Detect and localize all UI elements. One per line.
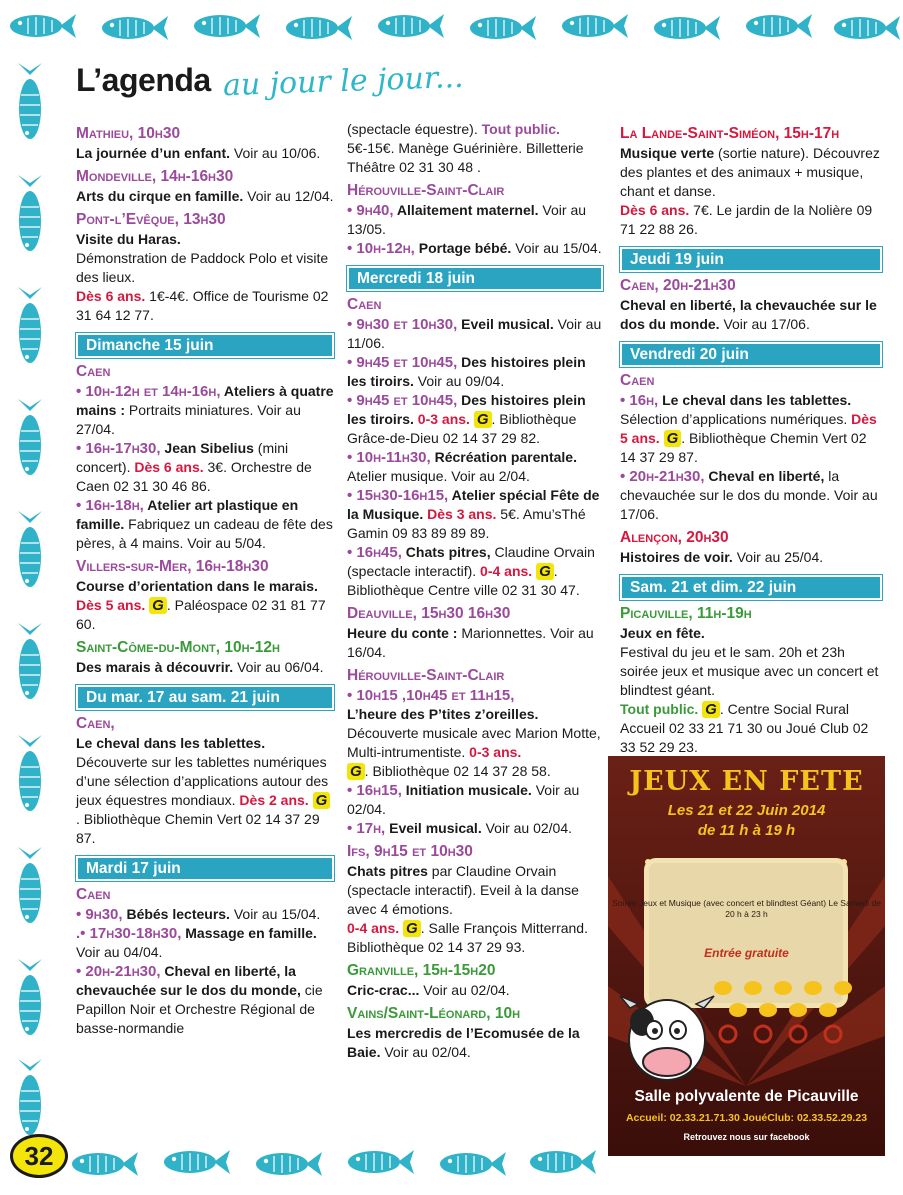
event-title: Cheval en liberté, la chevauchée sur le dos du monde, — [76, 963, 301, 998]
event-poster — [608, 756, 885, 1156]
event-info: 1€-4€. Office de Tourisme 02 31 64 12 77. — [76, 288, 329, 323]
event-title: Le cheval dans les tablettes. — [76, 735, 266, 751]
location-herouville: Hérouville-Saint-Clair — [347, 667, 505, 684]
event-time: • 9h30, — [76, 906, 123, 923]
location-deauville: Deauville, 15h30 16h30 — [347, 605, 511, 622]
free-badge: G — [536, 563, 554, 580]
event-age: 0-4 ans. — [476, 563, 533, 579]
event-info: . Paléospace 02 31 81 77 60. — [76, 597, 326, 632]
event-ref: Voir au 02/04. — [481, 820, 573, 836]
event-ref: Voir au 02/04. — [419, 982, 510, 998]
event-desc: (sortie nature). Découvrez des plantes et des animaux + musique, chant et danse. — [620, 145, 880, 199]
event-time: • 17h, — [347, 820, 386, 837]
event-title: Chats pitres, — [401, 544, 491, 560]
event-title: La journée d’un enfant. — [76, 145, 231, 161]
event-age: Dès 3 ans. — [423, 506, 497, 522]
location-villers: Villers-sur-Mer, 16h-18h30 — [76, 558, 269, 575]
event-info: . Salle François Mitterrand. Bibliothèque 02 14 37 29 93. — [347, 920, 588, 955]
event-mathieu — [76, 144, 334, 163]
event-time: • 16h15, — [347, 782, 402, 799]
event-age: 0-3 ans. — [413, 411, 470, 427]
event-info: 5€. Amu’sThé Gamin 09 83 89 89 89. — [347, 506, 586, 541]
event-ref: Voir au 25/04. — [732, 549, 824, 565]
event-pont-leveque — [76, 230, 334, 325]
event-ref: Voir au 10/06. — [230, 145, 321, 161]
event-histoires-2 — [347, 391, 603, 448]
location-ifs: Ifs, 9h15 et 10h30 — [347, 843, 473, 860]
event-title: Atelier art plastique en famille. — [76, 497, 299, 532]
event-eveil-musical — [347, 315, 603, 353]
event-histoires-voir — [620, 548, 882, 567]
event-time: • 16h, — [620, 392, 659, 409]
free-badge: G — [702, 701, 720, 718]
location-alencon: Alençon, 20h30 — [620, 529, 729, 546]
event-info: 3€. Orchestre de Caen 02 31 30 46 86. — [76, 459, 312, 494]
day-band-jeudi-19: Jeudi 19 juin — [620, 247, 882, 272]
event-title: Chats pitres — [347, 863, 428, 879]
page-title — [76, 59, 464, 112]
event-age: Dès 2 ans. — [235, 792, 309, 808]
event-massage — [76, 924, 334, 962]
location-granville: Granville, 15h-15h20 — [347, 962, 496, 979]
free-badge: G — [149, 597, 167, 614]
event-time: • 9h30 et 10h30, — [347, 316, 458, 333]
event-desc: Démonstration de Paddock Polo et visite des lieux. — [76, 250, 329, 285]
free-badge: G — [313, 792, 331, 809]
event-fete-musique — [347, 486, 603, 543]
location-herouville: Hérouville-Saint-Clair — [347, 182, 505, 199]
event-ref: Voir au 06/04. — [233, 659, 324, 675]
event-info: 7€. Le jardin de la Nolière 09 71 22 88 26. — [620, 202, 873, 237]
event-title: Arts du cirque en famille. — [76, 188, 244, 204]
event-title: Massage en famille. — [181, 925, 317, 941]
event-desc: Claudine Orvain (spectacle interactif). — [347, 544, 595, 579]
event-ref: Voir au 02/04. — [347, 782, 580, 817]
event-cheval-20 — [620, 467, 882, 524]
event-title: Histoires de voir. — [620, 549, 733, 565]
event-title: Eveil musical. — [385, 820, 482, 836]
event-title: Jean Sibelius — [160, 440, 254, 456]
event-chats-pitres — [347, 543, 603, 600]
event-time: • 16h45, — [347, 544, 402, 561]
event-time: • 9h40, — [347, 202, 394, 219]
event-title: Initiation musicale. — [401, 782, 532, 798]
poster-hours: de 11 h à 19 h — [697, 822, 796, 839]
location-vains: Vains/Saint-Léonard, 10h — [347, 1005, 521, 1022]
event-time: .• 17h30-18h30, — [76, 925, 182, 942]
poster-phones: Accueil: 02.33.21.71.30 JouéClub: 02.33.52.29.23 — [625, 1112, 868, 1124]
free-badge: G — [403, 920, 421, 937]
event-info: 5€-15€. Manège Guérinière. Billetterie Théâtre 02 31 30 48 . — [347, 140, 584, 175]
event-saint-come — [76, 658, 334, 677]
event-title: Course d’orientation dans le marais. — [76, 578, 318, 594]
event-title: Eveil musical. — [457, 316, 554, 332]
event-title: Récréation parentale. — [430, 449, 577, 465]
fish-border-left — [6, 55, 58, 1155]
day-band-sam21-dim22: Sam. 21 et dim. 22 juin — [620, 575, 882, 600]
event-info: . Bibliothèque Grâce-de-Dieu 02 14 37 29 82. — [347, 411, 577, 446]
event-cric-crac — [347, 981, 603, 1000]
event-ref: Voir au 15/04. — [511, 240, 602, 256]
event-tablettes-20 — [620, 391, 882, 467]
location-pont-leveque: Pont-l’Evêque, 13h30 — [76, 211, 226, 228]
location-caen: Caen, — [76, 715, 115, 732]
day-band-mercredi-18: Mercredi 18 juin — [347, 266, 603, 291]
free-badge: G — [474, 411, 492, 428]
event-title: Ateliers à quatre mains : — [76, 383, 334, 418]
day-band-vendredi-20: Vendredi 20 juin — [620, 342, 882, 367]
column-1 — [76, 120, 334, 1038]
event-desc: cie Papillon Noir et Orchestre Régional de basse-normandie — [76, 982, 323, 1036]
location-caen: Caen, 20h-21h30 — [620, 277, 736, 294]
event-bebes-lecteurs — [76, 905, 334, 924]
event-desc: Sélection d’applications numériques. — [620, 411, 848, 427]
event-portage — [347, 239, 603, 258]
event-age: 0-4 ans. — [347, 920, 400, 936]
day-band-mardi-17: Mardi 17 juin — [76, 856, 334, 881]
event-title: Cheval en liberté, la chevauchée sur le dos du monde. — [620, 297, 877, 332]
event-ref: Voir au 11/06. — [347, 316, 602, 351]
column-2 — [347, 120, 603, 1062]
poster-frame-entry: Entrée gratuite — [704, 946, 789, 960]
event-musique-verte — [620, 144, 882, 239]
title-script: au jour le jour... — [222, 59, 464, 104]
location-la-lande: La Lande-Saint-Siméon, 15h-17h — [620, 125, 840, 142]
event-ref: Voir au 02/04. — [380, 1044, 471, 1060]
event-desc: Découverte musicale avec Marion Motte, Multi-intrumentiste. — [347, 725, 601, 760]
event-time: • 10h15 ,10h45 et 11h15, — [347, 687, 515, 704]
event-desc: Découverte sur les tablettes numériques d’une sélection d’applications autour des jeux équestres mondiaux. — [76, 754, 329, 808]
event-time: • 10h-12h, — [347, 240, 415, 257]
event-allaitement — [347, 201, 603, 239]
event-time: • 10h-11h30, — [347, 449, 431, 466]
poster-headline: JEUX EN FETE — [629, 766, 864, 797]
event-desc: (mini concert). — [76, 440, 289, 475]
event-eveil-17h — [347, 819, 603, 838]
event-time: • 9h45 et 10h45, — [347, 354, 458, 371]
event-ifs — [347, 862, 603, 957]
event-ref: Voir au 09/04. — [413, 373, 505, 389]
event-title: Cheval en liberté, — [704, 468, 825, 484]
event-desc: la chevauchée sur le dos du monde. Voir au 17/06. — [620, 468, 878, 522]
event-title: Des histoires plein les tiroirs. — [347, 354, 586, 389]
event-time: • 15h30-16h15, — [347, 487, 449, 504]
location-caen: Caen — [347, 296, 382, 313]
event-ref: Voir au 17/06. — [719, 316, 810, 332]
event-title: Atelier spécial Fête de la Musique. — [347, 487, 600, 522]
day-band-mar17-sam21: Du mar. 17 au sam. 21 juin — [76, 685, 334, 710]
cow-mascot-icon — [612, 978, 722, 1088]
event-ref: Voir au 13/05. — [347, 202, 587, 237]
event-title: Les mercredis de l’Ecomusée de la Baie. — [347, 1025, 580, 1060]
event-title: Jeux en fête. — [620, 625, 705, 641]
event-info: . Bibliothèque Centre ville 02 31 30 47. — [347, 563, 580, 598]
fish-border-top — [0, 4, 903, 52]
event-sibelius — [76, 439, 334, 496]
event-age: 0-3 ans. — [465, 744, 522, 760]
column-3 — [620, 120, 882, 757]
event-recreation — [347, 448, 603, 486]
event-age: Dès 6 ans. — [130, 459, 204, 475]
event-ref: Voir au 12/04. — [243, 188, 334, 204]
poster-dates: Les 21 et 22 Juin 2014 — [667, 802, 826, 819]
page-number: 32 — [10, 1134, 68, 1178]
fish-border-bottom — [68, 1140, 608, 1188]
event-ref: Voir au 04/04. — [76, 944, 163, 960]
event-desc: Marionnettes. Voir au 16/04. — [347, 625, 594, 660]
event-title: Portage bébé. — [414, 240, 512, 256]
free-badge: G — [347, 763, 365, 780]
day-band-dimanche-15: Dimanche 15 juin — [76, 333, 334, 358]
event-title: Visite du Haras. — [76, 231, 181, 247]
event-title: Musique verte — [620, 145, 715, 161]
event-continued — [347, 120, 603, 177]
location-picauville: Picauville, 11h-19h — [620, 605, 752, 622]
event-info: . Centre Social Rural Accueil 02 33 21 71 30 ou Joué Club 02 33 52 29 23. — [620, 701, 869, 755]
event-desc: par Claudine Orvain (spectacle interactif). Eveil à la danse avec 4 émotions. — [347, 863, 579, 917]
event-desc: (spectacle équestre). — [347, 121, 478, 137]
event-cheval-19 — [620, 296, 882, 334]
event-time: • 20h-21h30, — [76, 963, 161, 980]
event-cheval-liberte — [76, 962, 334, 1038]
poster-venue: Salle polyvalente de Picauville — [634, 1088, 859, 1105]
event-art-plastique — [76, 496, 334, 553]
event-heure-conte — [347, 624, 603, 662]
event-ref: Voir au 15/04. — [229, 906, 321, 922]
event-desc: Portraits miniatures. Voir au 27/04. — [76, 402, 301, 437]
event-histoires-1 — [347, 353, 603, 391]
event-title: Heure du conte : — [347, 625, 458, 641]
event-title: Le cheval dans les tablettes. — [658, 392, 852, 408]
event-title: Allaitement maternel. — [393, 202, 539, 218]
poster-duck-targets — [708, 976, 868, 1046]
event-age: Dès 5 ans. — [76, 597, 146, 613]
event-info: . Bibliothèque 02 14 37 28 58. — [364, 763, 551, 779]
free-badge: G — [664, 430, 682, 447]
event-title: Bébés lecteurs. — [122, 906, 230, 922]
event-title: Des marais à découvrir. — [76, 659, 234, 675]
event-info: . Bibliothèque Chemin Vert 02 14 37 29 87. — [76, 811, 320, 846]
poster-facebook: Retrouvez nous sur facebook — [683, 1132, 810, 1142]
event-time: • 20h-21h30, — [620, 468, 705, 485]
event-age: Dès 6 ans. — [620, 202, 690, 218]
event-desc: Festival du jeu et le sam. 20h et 23h soirée jeux et musique avec un concert et blindtest géant. — [620, 644, 879, 698]
event-villers — [76, 577, 334, 634]
event-ref: Atelier musique. Voir au 2/04. — [347, 468, 530, 484]
event-title: L’heure des P’tites z’oreilles. — [347, 706, 539, 722]
event-mondeville — [76, 187, 334, 206]
event-age: Dès 6 ans. — [76, 288, 146, 304]
event-title: Cric-crac... — [347, 982, 420, 998]
location-caen: Caen — [76, 886, 111, 903]
event-tablettes — [76, 734, 334, 848]
event-time: • 16h-18h, — [76, 497, 144, 514]
location-saint-come: Saint-Côme-du-Mont, 10h-12h — [76, 639, 280, 656]
location-mathieu: Mathieu, 10h30 — [76, 125, 181, 142]
event-desc: Fabriquez un cadeau de fête des pères, à 4 mains. Voir au 5/04. — [76, 516, 333, 551]
event-ptites-oreilles — [347, 686, 603, 781]
event-time: • 16h-17h30, — [76, 440, 161, 457]
event-time: • 10h-12h et 14h-16h, — [76, 383, 221, 400]
event-title: Des histoires plein les tiroirs. — [347, 392, 586, 427]
event-age: Tout public. — [620, 701, 699, 717]
event-ateliers — [76, 382, 334, 439]
event-time: • 9h45 et 10h45, — [347, 392, 458, 409]
event-jeux-en-fete — [620, 624, 882, 757]
location-caen: Caen — [620, 372, 655, 389]
event-initiation — [347, 781, 603, 819]
location-mondeville: Mondeville, 14h-16h30 — [76, 168, 234, 185]
event-ecomusee — [347, 1024, 603, 1062]
event-info: . Bibliothèque Chemin Vert 02 14 37 29 87. — [620, 430, 867, 465]
title-main: L’agenda — [76, 62, 211, 98]
event-age: Dès 5 ans. — [620, 411, 877, 446]
location-caen: Caen — [76, 363, 111, 380]
event-age: Tout public. — [477, 121, 560, 137]
poster-frame-text: Soirée Jeux et Musique (avec concert et blindtest Géant) Le Samedi de 20 h à 23 h — [612, 898, 881, 919]
